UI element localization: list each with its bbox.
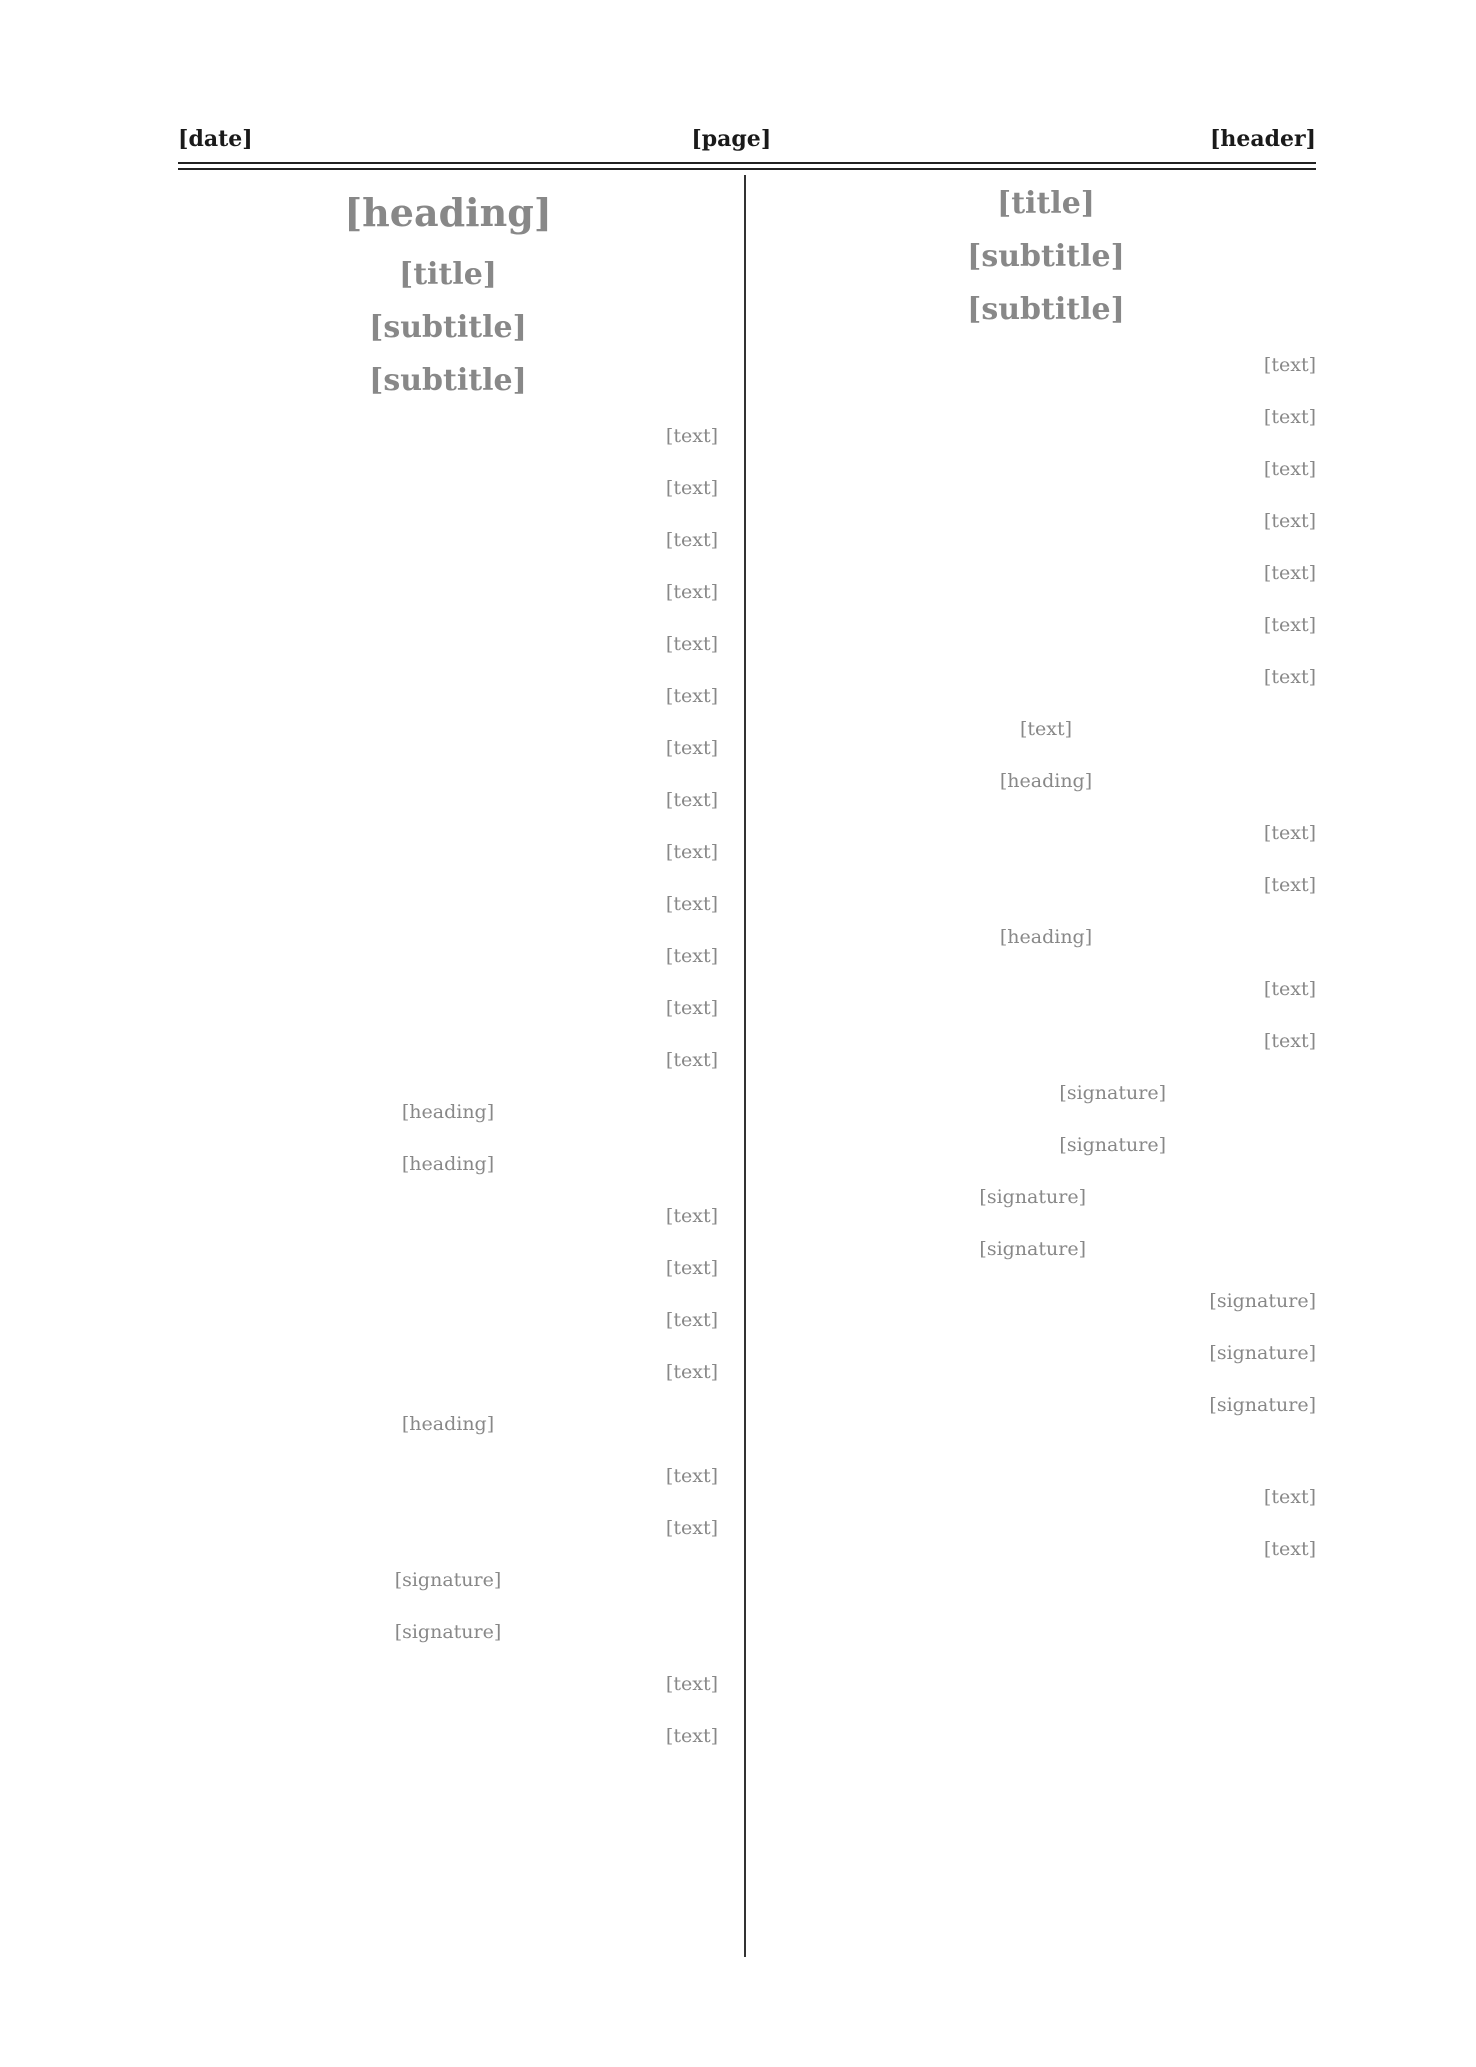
- header-right: [header]: [1209, 126, 1316, 152]
- signature: [signature]: [979, 1186, 1086, 1208]
- signature: [signature]: [394, 1621, 502, 1643]
- column-divider: [744, 175, 746, 1957]
- decree-line: [text]: [1263, 562, 1316, 584]
- signature: [signature]: [979, 1238, 1086, 1260]
- decision-line: [text]: [665, 477, 718, 499]
- decision-line: [text]: [665, 893, 718, 915]
- decision-title: [title]: [398, 257, 497, 292]
- article-text: [text]: [665, 1309, 718, 1331]
- article-heading: [heading]: [999, 770, 1093, 792]
- decision-line: [text]: [665, 529, 718, 551]
- decree-line: [text]: [1263, 510, 1316, 532]
- header-rule: [178, 162, 1316, 164]
- decision-line: [text]: [665, 789, 718, 811]
- article-text: [text]: [665, 1257, 718, 1279]
- article-text: [text]: [1263, 874, 1316, 896]
- issue-date: [text]: [1263, 1538, 1316, 1560]
- decision-line: [text]: [665, 945, 718, 967]
- decision-line: [text]: [665, 1049, 718, 1071]
- article-text: [text]: [665, 1465, 718, 1487]
- decision-line: [text]: [665, 633, 718, 655]
- decree-subtitle: [subtitle]: [967, 292, 1125, 327]
- decision-subtitle: [subtitle]: [369, 310, 527, 345]
- article-heading: [heading]: [401, 1153, 495, 1175]
- decree-subtitle: [subtitle]: [967, 239, 1125, 274]
- decree-line: [text]: [1263, 458, 1316, 480]
- decision-line: [text]: [665, 685, 718, 707]
- decree-title: [title]: [996, 186, 1095, 221]
- decree-verdict: [text]: [1019, 718, 1073, 740]
- article-text: [text]: [665, 1517, 718, 1539]
- decree-line: [text]: [1263, 406, 1316, 428]
- ministry-column: [178, 180, 718, 1762]
- decided-heading: [heading]: [401, 1101, 495, 1123]
- article-text: [text]: [1263, 822, 1316, 844]
- issue-date: [text]: [1263, 1486, 1316, 1508]
- signature: [signature]: [1059, 1134, 1166, 1156]
- issue-date: [text]: [665, 1725, 718, 1747]
- signature: [signature]: [394, 1569, 502, 1591]
- decree-line: [text]: [1263, 666, 1316, 688]
- decision-line: [text]: [665, 425, 718, 447]
- article-text: [text]: [1263, 1030, 1316, 1052]
- article-text: [text]: [1263, 978, 1316, 1000]
- article-heading: [heading]: [401, 1413, 495, 1435]
- article-text: [text]: [665, 1205, 718, 1227]
- ministry-name: [heading]: [344, 190, 552, 235]
- decision-line: [text]: [665, 841, 718, 863]
- article-heading: [heading]: [999, 926, 1093, 948]
- article-text: [text]: [665, 1361, 718, 1383]
- issue-date: [text]: [665, 1673, 718, 1695]
- signature: [signature]: [1209, 1342, 1316, 1364]
- decision-line: [text]: [665, 997, 718, 1019]
- signature: [signature]: [1059, 1082, 1166, 1104]
- signature: [signature]: [1209, 1290, 1316, 1312]
- decree-line: [text]: [1263, 614, 1316, 636]
- header-left: [date]: [178, 126, 253, 152]
- decree-line: [text]: [1263, 354, 1316, 376]
- page-header: [178, 122, 1316, 156]
- decision-line: [text]: [665, 581, 718, 603]
- decision-subtitle: [subtitle]: [369, 363, 527, 398]
- signature: [signature]: [1209, 1394, 1316, 1416]
- decision-line: [text]: [665, 737, 718, 759]
- decree-column: [776, 180, 1316, 1575]
- header-center: [page]: [691, 126, 772, 152]
- header-rule: [178, 168, 1316, 170]
